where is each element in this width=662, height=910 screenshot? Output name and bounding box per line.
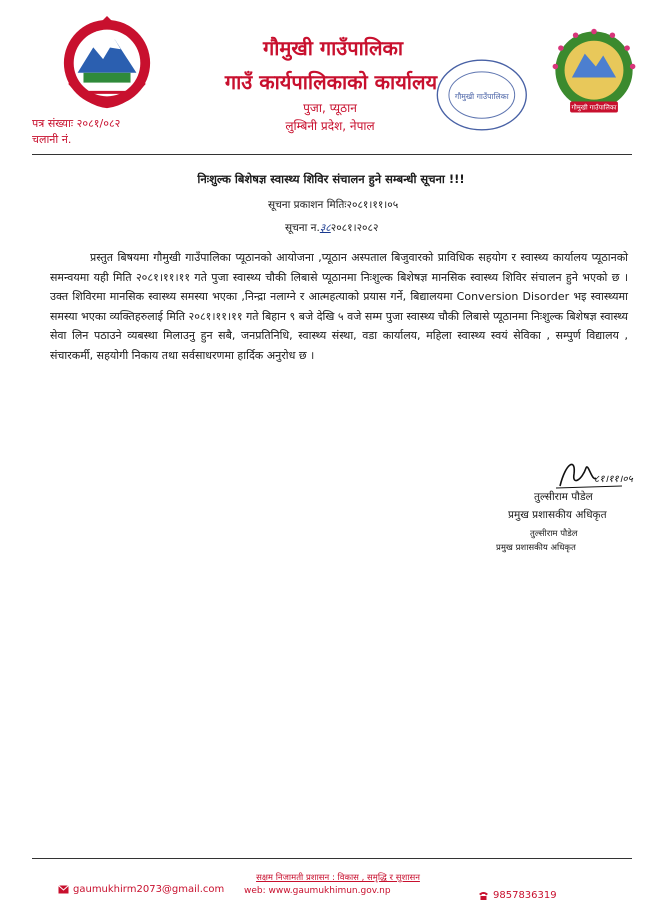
- publish-date: सूचना प्रकाशन मितिः२०८१।११।०५: [268, 199, 399, 211]
- footer-motto: सक्षम निजामती प्रशासन : विकास , समृद्धि र सुशासन: [256, 873, 420, 883]
- municipality-seal-icon: [548, 24, 640, 120]
- footer-divider: [32, 858, 632, 859]
- address-line2: लुम्बिनी प्रदेश, नेपाल: [285, 119, 375, 133]
- phone-number[interactable]: 9857836319: [493, 890, 557, 901]
- letter-number: पत्र संख्याः २०८१/०८२: [32, 117, 121, 130]
- email-address[interactable]: gaumukhirm2073@gmail.com: [73, 884, 225, 895]
- phone-icon: [478, 891, 489, 901]
- signature-date: ८१।११।०५: [594, 474, 633, 485]
- signatory-title: प्रमुख प्रशासकीय अधिकृत: [508, 509, 607, 521]
- website-link[interactable]: web: www.gaumukhimun.gov.np: [244, 886, 391, 896]
- dispatch-number: चलानी नं.: [32, 133, 72, 146]
- header-divider: [32, 154, 632, 155]
- seal-label: गौमुखी गाउँपालिका: [571, 103, 617, 112]
- signatory-name: तुल्सीराम पौडेल: [534, 491, 593, 503]
- notice-subject: निःशुल्क बिशेषज्ञ स्वास्थ्य शिविर संचालन हुने सम्बन्धी सूचना !!!: [197, 172, 465, 186]
- nepal-emblem-icon: [58, 14, 156, 112]
- phone-contact[interactable]: [478, 890, 557, 901]
- stamp-label: गौमुखी गाउँपालिका: [454, 91, 509, 101]
- notice-paragraph: प्रस्तुत बिषयमा गौमुखी गाउँपालिका प्यूठानको आयोजना ,प्यूठान अस्पताल बिजुवारको प्राविधिक सहयोग र स्वास्थ्य कार्यालय प्यूठानको समन्वयमा यही मिति २०८१।११।११ गते पुजा स्वास्थ्य चौकी लिबासे प्यूठानमा निःशुल्क बिशेषज्ञ मानसिक स्वास्थ्य शिविर संचालन हुने भएको छ । उक्त शिविरमा मानसिक स्वास्थ्य समस्या भएका ,निन्द्रा नलाग्ने र आत्महत्याको प्रयास गर्ने, बिद्यालयमा Conversion Disorder भइ स्वास्थ्यमा समस्या भएका व्यक्तिहरुलाई मिति २०८१।११।११ गते बिहान ९ बजे देखि ५ वजे सम्म पुजा स्वास्थ्य चौकी लिबासे प्यूठानमा निःशुल्क बिशेषज्ञ स्वास्थ्य सेवा लिन पठाउने व्यबस्था मिलाउनु हुन सबै, जनप्रतिनिधि, स्वास्थ्य संस्था, वडा कार्यालय, महिला स्वास्थ्य स्वयं सेविका , सम्पुर्ण विद्यालय , संचारकर्मी, सहयोगी निकाय तथा सर्वसाधरणमा हार्दिक अनुरोध छ ।: [50, 251, 628, 362]
- office-stamp-icon: [418, 52, 534, 140]
- municipality-name: गौमुखी गाउँपालिका: [262, 36, 404, 60]
- address-line1: पुजा, प्यूठान: [303, 101, 357, 115]
- office-name: गाउँ कार्यपालिकाको कार्यालय: [224, 70, 438, 94]
- email-contact[interactable]: [58, 884, 224, 895]
- envelope-icon: [58, 885, 69, 894]
- notice-number-prefix: सूचना न.: [285, 222, 320, 234]
- notice-number-handwritten: ३८: [319, 222, 331, 234]
- stamp-name: तुल्सीराम पौडेल: [530, 529, 578, 539]
- notice-body: [50, 248, 628, 366]
- notice-number: [285, 221, 378, 235]
- notice-number-suffix: २०८१।२०८२: [330, 222, 379, 234]
- stamp-title: प्रमुख प्रशासकीय अधिकृत: [496, 543, 576, 553]
